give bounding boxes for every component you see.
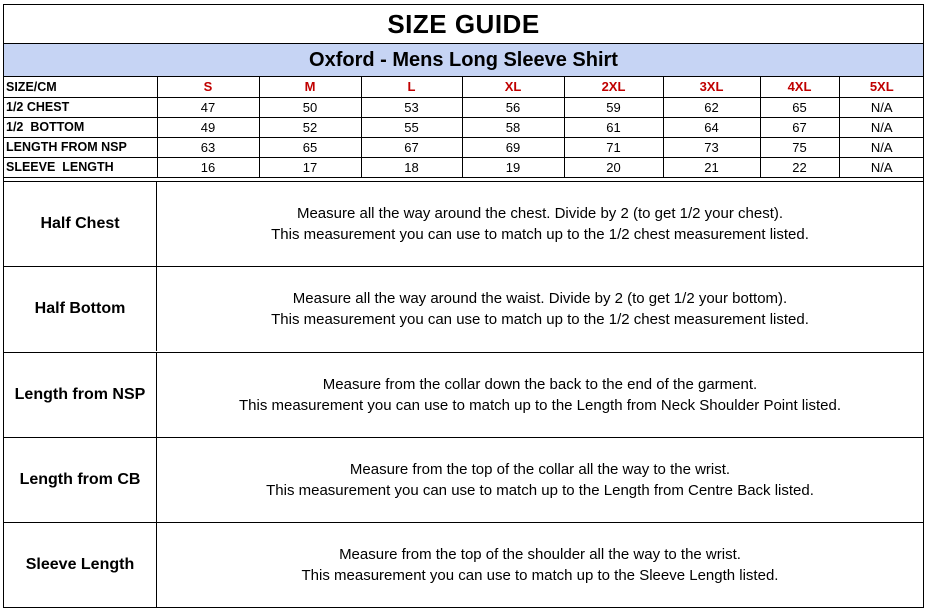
- size-col-header: 4XL: [760, 77, 839, 97]
- guide-description: [157, 438, 923, 522]
- guide-label: Half Chest: [4, 182, 157, 266]
- guide-line: Measure from the collar down the back to the end of the garment.: [322, 376, 758, 393]
- table-cell: 59: [564, 97, 663, 117]
- guide-half-chest: [4, 181, 923, 266]
- table-cell: 63: [157, 137, 259, 157]
- table-cell: 52: [259, 117, 361, 137]
- table-cell: 53: [361, 97, 462, 117]
- table-cell: 16: [157, 157, 259, 177]
- guide-description: [157, 182, 923, 266]
- row-label: LENGTH FROM NSP: [4, 137, 157, 157]
- guide-label: Sleeve Length: [4, 523, 157, 607]
- guide-label: Half Bottom: [4, 267, 157, 351]
- table-cell: 73: [663, 137, 760, 157]
- table-cell: 55: [361, 117, 462, 137]
- guide-description: [157, 267, 923, 351]
- table-cell: 56: [462, 97, 564, 117]
- guide-line: This measurement you can use to match up to the 1/2 chest measurement listed.: [271, 226, 809, 243]
- table-cell: 64: [663, 117, 760, 137]
- size-header-label: SIZE/CM: [4, 77, 157, 97]
- guide-line: Measure all the way around the waist. Divide by 2 (to get 1/2 your bottom).: [292, 290, 788, 307]
- table-cell: 58: [462, 117, 564, 137]
- size-col-header: XL: [462, 77, 564, 97]
- product-subtitle: Oxford - Mens Long Sleeve Shirt: [4, 44, 923, 77]
- size-header-row: [4, 77, 924, 97]
- table-cell: 50: [259, 97, 361, 117]
- table-cell: 47: [157, 97, 259, 117]
- table-cell: 17: [259, 157, 361, 177]
- guide-length-nsp: [4, 352, 923, 437]
- table-cell: 65: [760, 97, 839, 117]
- row-label: 1/2 CHEST: [4, 97, 157, 117]
- table-row: [4, 117, 924, 137]
- guide-description: [157, 523, 923, 607]
- size-col-header: L: [361, 77, 462, 97]
- guide-length-cb: [4, 437, 923, 522]
- table-cell: 69: [462, 137, 564, 157]
- table-cell: 21: [663, 157, 760, 177]
- guide-sleeve-length: [4, 522, 923, 607]
- table-cell: 67: [760, 117, 839, 137]
- table-row: [4, 157, 924, 177]
- guide-line: Measure all the way around the chest. Divide by 2 (to get 1/2 your chest).: [296, 205, 784, 222]
- guide-line: This measurement you can use to match up to the Length from Centre Back listed.: [266, 482, 814, 499]
- row-label: SLEEVE LENGTH: [4, 157, 157, 177]
- guide-line: This measurement you can use to match up to the Sleeve Length listed.: [301, 567, 779, 584]
- table-cell: 67: [361, 137, 462, 157]
- guide-line: Measure from the top of the collar all the way to the wrist.: [349, 461, 731, 478]
- guide-line: Measure from the top of the shoulder all the way to the wrist.: [339, 546, 741, 563]
- size-col-header: S: [157, 77, 259, 97]
- row-label: 1/2 BOTTOM: [4, 117, 157, 137]
- size-col-header: 2XL: [564, 77, 663, 97]
- table-cell: N/A: [839, 157, 924, 177]
- size-guide-frame: [3, 4, 924, 608]
- table-cell: 61: [564, 117, 663, 137]
- table-cell: 49: [157, 117, 259, 137]
- table-cell: 62: [663, 97, 760, 117]
- size-col-header: M: [259, 77, 361, 97]
- guide-label: Length from CB: [4, 438, 157, 522]
- size-col-header: 5XL: [839, 77, 924, 97]
- guide-line: This measurement you can use to match up to the 1/2 chest measurement listed.: [271, 311, 809, 328]
- table-cell: 18: [361, 157, 462, 177]
- size-col-header: 3XL: [663, 77, 760, 97]
- table-row: [4, 137, 924, 157]
- size-table: [4, 77, 924, 178]
- guide-line: This measurement you can use to match up to the Length from Neck Shoulder Point listed.: [239, 397, 841, 414]
- table-cell: 22: [760, 157, 839, 177]
- table-cell: 20: [564, 157, 663, 177]
- table-cell: 75: [760, 137, 839, 157]
- table-row: [4, 97, 924, 117]
- table-cell: N/A: [839, 137, 924, 157]
- table-cell: N/A: [839, 97, 924, 117]
- table-cell: 19: [462, 157, 564, 177]
- page-title: SIZE GUIDE: [4, 5, 923, 44]
- guide-description: [157, 353, 923, 437]
- guide-half-bottom: [4, 266, 923, 351]
- table-cell: N/A: [839, 117, 924, 137]
- guide-label: Length from NSP: [4, 353, 157, 437]
- table-cell: 65: [259, 137, 361, 157]
- table-cell: 71: [564, 137, 663, 157]
